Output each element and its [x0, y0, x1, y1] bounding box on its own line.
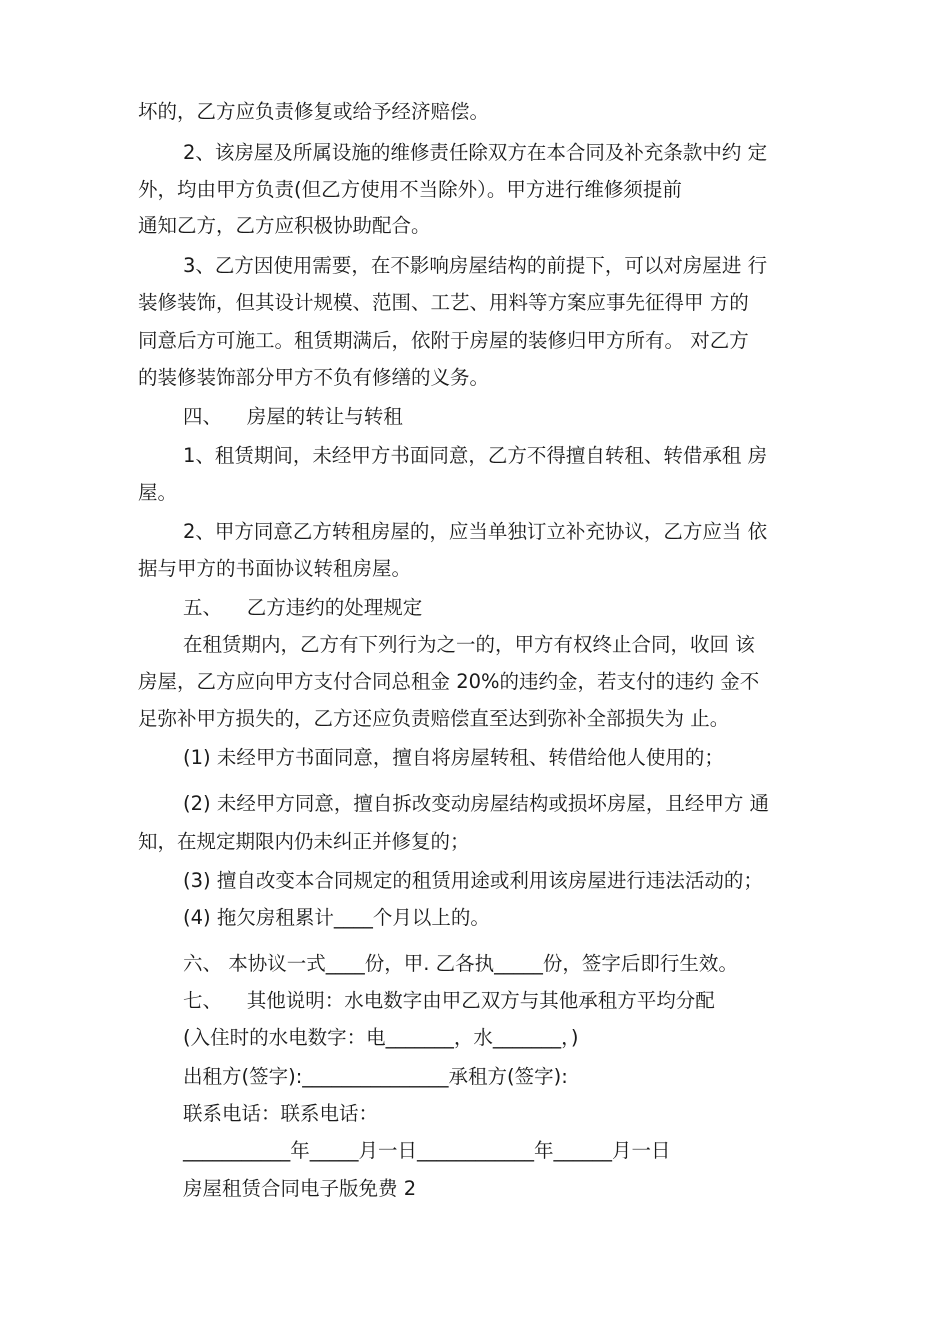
text-line-4: 通知乙方，乙方应积极协助配合。	[138, 214, 431, 237]
text-line-10: 1、租赁期间，未经甲方书面同意，乙方不得擅自转租、转借承租 房	[183, 444, 768, 467]
text-line-6: 装修装饰，但其设计规模、范围、工艺、用料等方案应事先征得甲 方的	[138, 291, 749, 314]
text-line-13: 据与甲方的书面协议转租房屋。	[138, 557, 412, 580]
clause-item-1: (1) 未经甲方书面同意，擅自将房屋转租、转借给他人使用的；	[183, 746, 724, 769]
text-line-3: 外，均由甲方负责(但乙方使用不当除外）。甲方进行维修须提前	[138, 178, 682, 201]
section-heading-5: 五、 乙方违约的处理规定	[183, 596, 423, 619]
clause-item-3: (3) 擅自改变本合同规定的租赁用途或利用该房屋进行违法活动的；	[183, 869, 763, 892]
text-line-7: 同意后方可施工。租赁期满后，依附于房屋的装修归甲方所有。 对乙方	[138, 329, 749, 352]
next-document-title: 房屋租赁合同电子版免费 2	[183, 1177, 417, 1200]
text-line-15: 在租赁期内，乙方有下列行为之一的，甲方有权终止合同，收回 该	[183, 633, 755, 656]
text-line-2: 2、该房屋及所属设施的维修责任除双方在本合同及补充条款中约 定	[183, 141, 768, 164]
date-line: ___________年_____月一日____________年______月一日	[183, 1139, 671, 1162]
text-line-12: 2、甲方同意乙方转租房屋的，应当单独订立补充协议，乙方应当 依	[183, 520, 768, 543]
text-line-8: 的装修装饰部分甲方不负有修缮的义务。	[138, 366, 490, 389]
section-heading-4: 四、 房屋的转让与转租	[183, 405, 403, 428]
text-line-1: 坏的，乙方应负责修复或给予经济赔偿。	[138, 100, 490, 123]
text-line-11: 屋。	[138, 481, 178, 504]
signature-line: 出租方(签字):_______________承租方(签字):	[183, 1065, 568, 1088]
text-line-17: 足弥补甲方损失的，乙方还应负责赔偿直至达到弥补全部损失为 止。	[138, 707, 730, 730]
utility-readings-line: (入住时的水电数字：电_______，水_______，)	[183, 1026, 579, 1049]
clause-item-4: (4) 拖欠房租累计____个月以上的。	[183, 906, 490, 929]
section-heading-7: 七、 其他说明：水电数字由甲乙双方与其他承租方平均分配	[183, 989, 715, 1012]
contact-phone-line: 联系电话：联系电话：	[183, 1102, 379, 1125]
clause-item-2: (2) 未经甲方同意，擅自拆改变动房屋结构或损坏房屋，且经甲方 通	[183, 792, 770, 815]
section-heading-6: 六、 本协议一式____份，甲. 乙各执_____份，签字后即行生效。	[183, 952, 738, 975]
text-line-20: 知，在规定期限内仍未纠正并修复的；	[138, 830, 470, 853]
text-line-16: 房屋，乙方应向甲方支付合同总租金 20%的违约金，若支付的违约 金不	[138, 670, 760, 693]
text-line-5: 3、乙方因使用需要，在不影响房屋结构的前提下，可以对房屋进 行	[183, 254, 768, 277]
